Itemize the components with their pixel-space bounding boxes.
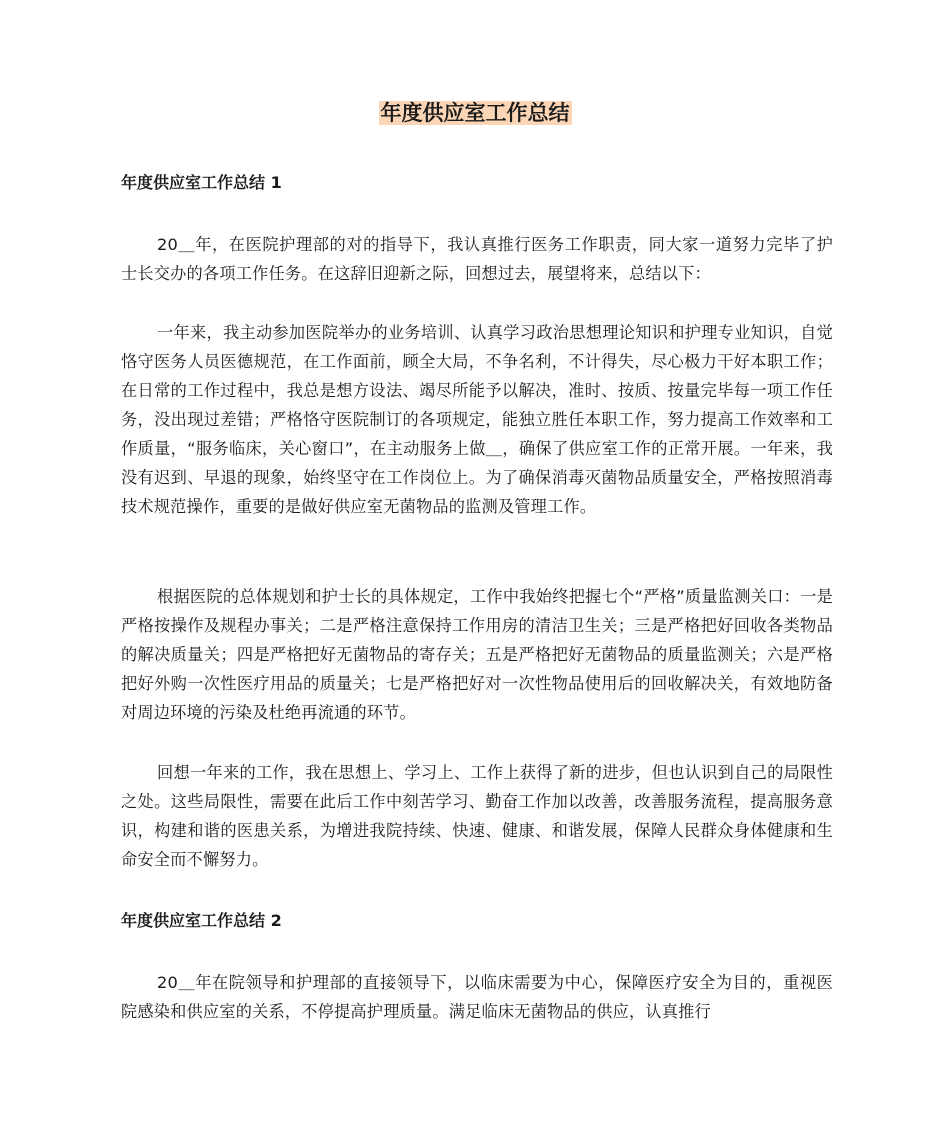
document-title-text: 年度供应室工作总结 <box>380 101 570 125</box>
section-1-paragraph-1: 20＿年，在医院护理部的对的指导下，我认真推行医务工作职责，同大家一道努力完毕了护士长交办的各项工作任务。在这辞旧迎新之际，回想过去，展望将来，总结以下： <box>121 235 833 283</box>
document-title <box>0 97 950 129</box>
section-2-paragraph-1: 20＿年在院领导和护理部的直接领导下，以临床需要为中心，保障医疗安全为目的，重视医院感染和供应室的关系，不停提高护理质量。满足临床无菌物品的供应，认真推行 <box>121 973 833 1021</box>
section-1-paragraph-4: 回想一年来的工作，我在思想上、学习上、工作上获得了新的进步，但也认识到自己的局限性之处。这些局限性，需要在此后工作中刻苦学习、勤奋工作加以改善，改善服务流程，提高服务意识，构建和谐的医患关系，为增进我院持续、快速、健康、和谐发展，保障人民群众身体健康和生命安全而不懈努力。 <box>121 763 833 869</box>
section-1-paragraph-2: 一年来，我主动参加医院举办的业务培训、认真学习政治思想理论知识和护理专业知识，自觉恪守医务人员医德规范，在工作面前，顾全大局，不争名利，不计得失，尽心极力干好本职工作；在日常的工作过程中，我总是想方设法、竭尽所能予以解决，准时、按质、按量完毕每一项工作任务，没出现过差错；严格恪守医院制订的各项规定，能独立胜任本职工作，努力提高工作效率和工作质量，“服务临床，关心窗口”，在主动服务上做＿，确保了供应室工作的正常开展。一年来，我没有迟到、早退的现象，始终坚守在工作岗位上。为了确保消毒灭菌物品质量安全，严格按照消毒技术规范操作，重要的是做好供应室无菌物品的监测及管理工作。 <box>121 323 833 516</box>
section-1-paragraph-3: 根据医院的总体规划和护士长的具体规定，工作中我始终把握七个“严格”质量监测关口：一是严格按操作及规程办事关；二是严格注意保持工作用房的清洁卫生关；三是严格把好回收各类物品的解决质量关；四是严格把好无菌物品的寄存关；五是严格把好无菌物品的质量监测关；六是严格把好外购一次性医疗用品的质量关；七是严格把好对一次性物品使用后的回收解决关，有效地防备对周边环境的污染及杜绝再流通的环节。 <box>121 587 833 722</box>
section-heading-1: 年度供应室工作总结 1 <box>121 173 282 192</box>
section-heading-2: 年度供应室工作总结 2 <box>121 911 282 930</box>
